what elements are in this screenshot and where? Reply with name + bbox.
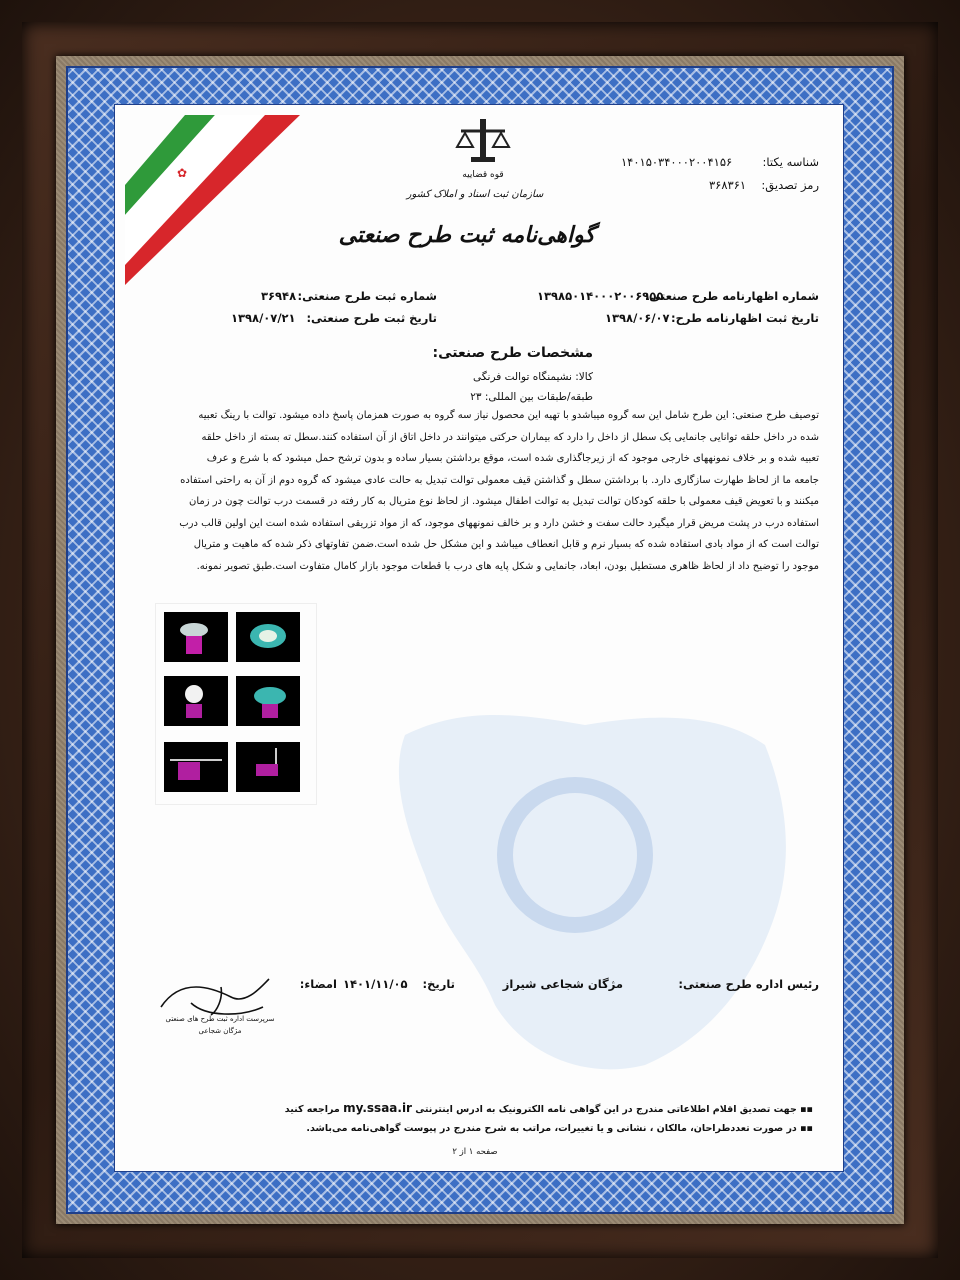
iran-map-watermark	[385, 705, 805, 1085]
stamp-line-1: سرپرست اداره ثبت طرح های صنعتی	[165, 1015, 275, 1023]
product-name: کالا: نشیمنگاه توالت فرنگی	[473, 371, 593, 383]
description-line: جامعه ما از لحاظ طهارت سازگاری دارد. با برداشتن سطل و گذاشتن قیف معمولی توالت تبدیل به حالت عادی میشود که گروه دوم از آن به راحتی استفاده	[180, 474, 819, 486]
description-line: تعبیه شده و بر خلاف نمونههای خارجی موجود که از زیرجاگذاری شده است، موقع برداشتن بسیار ساده و بدون ترشح حمل میشود که با شرع و عرف	[206, 453, 819, 464]
judiciary-label: قوه قضاییه	[462, 170, 504, 180]
department-head-name: مژگان شجاعی شیراز	[502, 977, 623, 991]
date-value: ۱۴۰۱/۱۱/۰۵	[343, 977, 408, 991]
registration-number: ۳۶۹۴۸	[261, 289, 297, 303]
design-image	[236, 742, 300, 792]
note-text: جهت تصدیق اقلام اطلاعاتی مندرج در این گواهی نامه الکترونیک به ادرس اینترنتی	[415, 1104, 797, 1115]
classification: طبقه/طبقات بین المللی: ۲۳	[470, 391, 593, 403]
description-line: میکنند و با تعویض قیف معمولی با حلقه کودکان توالت تبدیل به توالت اطفال میشود. از لحاظ نوع متریال به کار رفته در قسمت درب توالت چون در زمان	[188, 496, 819, 507]
declaration-number: ۱۳۹۸۵۰۱۴۰۰۰۲۰۰۶۹۵۵	[537, 289, 664, 303]
note-suffix: مراجعه کنید	[284, 1104, 340, 1115]
description-line: توالت است که از مواد بادی استفاده شده که بسیار نرم و قابل انعطاف میباشد و این مشکل حل شده است.ضمن تفاوتهای ذکر شده که ماهیت و متریال	[193, 539, 819, 550]
design-images-panel	[155, 603, 317, 805]
declaration-date: ۱۳۹۸/۰۶/۰۷	[605, 311, 670, 325]
design-image	[164, 742, 228, 792]
svg-text:✿: ✿	[177, 166, 188, 180]
page-number: صفحه ۱ از ۲	[452, 1147, 498, 1157]
flag-ribbon	[115, 105, 305, 285]
declaration-number-label: شماره اظهارنامه طرح صنعتی:	[644, 289, 819, 303]
bullet-icon: ▪▪	[796, 1123, 813, 1134]
date-label: تاریخ:	[422, 977, 455, 991]
certificate-title: گواهی‌نامه ثبت طرح صنعتی	[338, 223, 595, 248]
registration-date-label: تاریخ ثبت طرح صنعتی:	[306, 311, 437, 325]
design-image	[236, 612, 300, 662]
verification-code-label: رمز تصدیق:	[761, 178, 819, 192]
certificate-paper	[114, 104, 844, 1172]
judiciary-emblem-icon	[453, 113, 513, 173]
verification-link[interactable]: my.ssaa.ir	[343, 1101, 412, 1115]
description-line: شده در داخل حلقه توانایی جانمایی یک سطل از داخل را دارد که بیماران حرکتی میتوانند در داخل اتاق از آن استفاده کنند.سطل ته بسته از داخل حلقه	[201, 431, 819, 443]
note-text: در صورت تعددطراحان، مالکان ، نشانی و یا تغییرات، مراتب به شرح مندرج در پیوست گواهی‌نامه می‌باشد.	[306, 1123, 797, 1134]
stamp-line-2: مژگان شجاعی	[198, 1027, 242, 1035]
department-head-label: رئیس اداره طرح صنعتی:	[678, 977, 819, 991]
design-image	[164, 676, 228, 726]
design-image	[164, 612, 228, 662]
signature-label: امضاء:	[299, 977, 337, 991]
specs-heading: مشخصات طرح صنعتی:	[432, 345, 593, 361]
description-line: استفاده درب در پشت مریض قرار میگیرد حالت سفت و خشن دارد و بر خالف نمونههای موجود، که از مواد تزریقی استفاده شده است این اولین قالب درب	[179, 517, 819, 529]
description-line: توصیف طرح صنعتی: این طرح شامل این سه گروه میباشدو با تهیه این محصول نیاز سه گروه به صورت همزمان پاسخ داده میشود. توالت با رینگ تعبیه	[198, 410, 819, 421]
design-image	[236, 676, 300, 726]
unique-id-label: شناسه یکتا:	[762, 155, 819, 169]
unique-id-value: ۱۴۰۱۵۰۳۴۰۰۰۲۰۰۴۱۵۶	[621, 155, 733, 169]
description-line: موجود را توضیح داد از لحاظ ظاهری مستطیل بودن، ابعاد، جانمایی و شکل پایه های درب با قطعات موجود بازار کامال متفاوت است.طبق تصویر نمونه.	[196, 560, 819, 572]
description-paragraph	[139, 405, 819, 577]
declaration-date-label: تاریخ ثبت اظهارنامه طرح:	[671, 311, 819, 325]
organization-name: سازمان ثبت اسناد و املاک کشور	[406, 189, 544, 200]
verification-note	[285, 1101, 813, 1115]
bullet-icon: ▪▪	[796, 1104, 813, 1115]
verification-code-value: ۳۶۸۳۶۱	[709, 178, 747, 192]
registration-date: ۱۳۹۸/۰۷/۲۱	[231, 311, 296, 325]
registration-number-label: شماره ثبت طرح صنعتی:	[297, 289, 437, 303]
annex-note	[306, 1123, 813, 1134]
